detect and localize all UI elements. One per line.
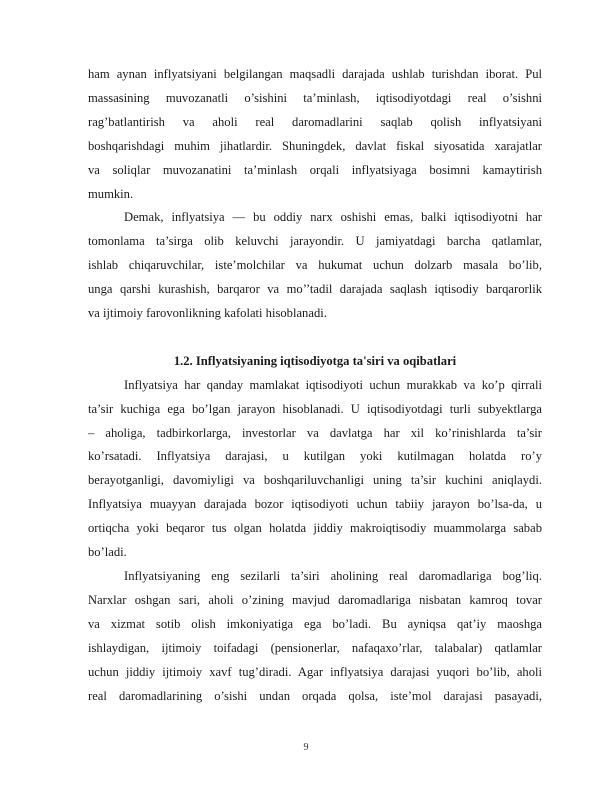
text-line: real daromadlarining o’sishi undan orqada qolsa, iste’mol darajasi pasayadi, <box>88 688 542 703</box>
text-line: Demak, inflyatsiya — bu oddiy narx oshishi emas, balki iqtisodiyotni har <box>124 210 542 225</box>
text-line: berayotganligi, davomiyligi va boshqariluvchanligi uning ta’sir kuchini aniqlaydi. <box>88 473 542 488</box>
text-line: Inflyatsiya muayyan darajada bozor iqtisodiyoti uchun tabiiy jarayon bo’lsa-da, u <box>88 497 542 512</box>
text-line: – aholiga, tadbirkorlarga, investorlar va davlatga har xil ko’rinishlarda ta’sir <box>88 425 542 440</box>
text-line: bo’ladi. <box>88 545 127 560</box>
text-line: Inflyatsiyaning eng sezilarli ta’siri aholining real daromadlariga bog’liq. <box>124 569 542 584</box>
paragraph-inflation-impact <box>88 374 542 565</box>
text-line: unga qarshi kurashish, barqaror va mo’’tadil darajada saqlash iqtisodiy barqarorlik <box>88 282 542 297</box>
text-line: ishlaydigan, ijtimoiy toifadagi (pensionerlar, nafaqaxo’rlar, talabalar) qatlamlar <box>88 640 542 655</box>
text-line: massasining muvozanatli o’sishini ta’minlash, iqtisodiyotdagi real o’sishni <box>88 90 542 105</box>
text-line: tomonlama ta’sirga olib keluvchi jarayondir. U jamiyatdagi barcha qatlamlar, <box>88 234 542 249</box>
document-page <box>88 63 542 708</box>
text-line: va xizmat sotib olish imkoniyatiga ega bo’ladi. Bu ayniqsa qat’iy maoshga <box>88 616 542 631</box>
text-line: Narxlar oshgan sari, aholi o’zining mavjud daromadlariga nisbatan kamroq tovar <box>88 592 542 607</box>
page-number: 9 <box>303 742 309 753</box>
text-line: boshqarishdagi muhim jihatlardir. Shuningdek, davlat fiskal siyosatida xarajatlar <box>88 138 542 153</box>
text-line: ko’rsatadi. Inflyatsiya darajasi, u kutilgan yoki kutilmagan holatda ro’y <box>88 449 542 464</box>
section-heading: 1.2. Inflyatsiyaning iqtisodiyotga ta'siri va oqibatlari <box>173 353 457 368</box>
text-line: va soliqlar muvozanatini ta’minlash orqali inflyatsiyaga bosimni kamaytirish <box>88 162 542 177</box>
text-line: Inflyatsiya har qanday mamlakat iqtisodiyoti uchun murakkab va ko’p qirrali <box>124 377 542 392</box>
spacer <box>88 326 542 350</box>
text-line: uchun jiddiy ijtimoiy xavf tug’diradi. Agar inflyatsiya darajasi yuqori bo’lib, aholi <box>88 664 542 679</box>
text-line: va ijtimoiy farovonlikning kafolati hisoblanadi. <box>88 306 327 321</box>
paragraph-conclusion <box>88 206 542 326</box>
text-line: ta’sir kuchiga ega bo’lgan jarayon hisoblanadi. U iqtisodiyotdagi turli subyektlarga <box>88 401 542 416</box>
text-line: ishlab chiqaruvchilar, iste’molchilar va hukumat uchun dolzarb masala bo’lib, <box>88 258 542 273</box>
text-line: ortiqcha yoki beqaror tus olgan holatda jiddiy makroiqtisodiy muammolarga sabab <box>88 521 542 536</box>
text-line: mumkin. <box>88 186 134 201</box>
text-line: rag’batlantirish va aholi real daromadlarini saqlab qolish inflyatsiyani <box>88 114 542 129</box>
paragraph-real-income <box>88 565 542 708</box>
text-line: ham aynan inflyatsiyani belgilangan maqsadli darajada ushlab turishdan iborat. Pul <box>88 67 542 81</box>
paragraph-inflation-control <box>88 63 542 206</box>
